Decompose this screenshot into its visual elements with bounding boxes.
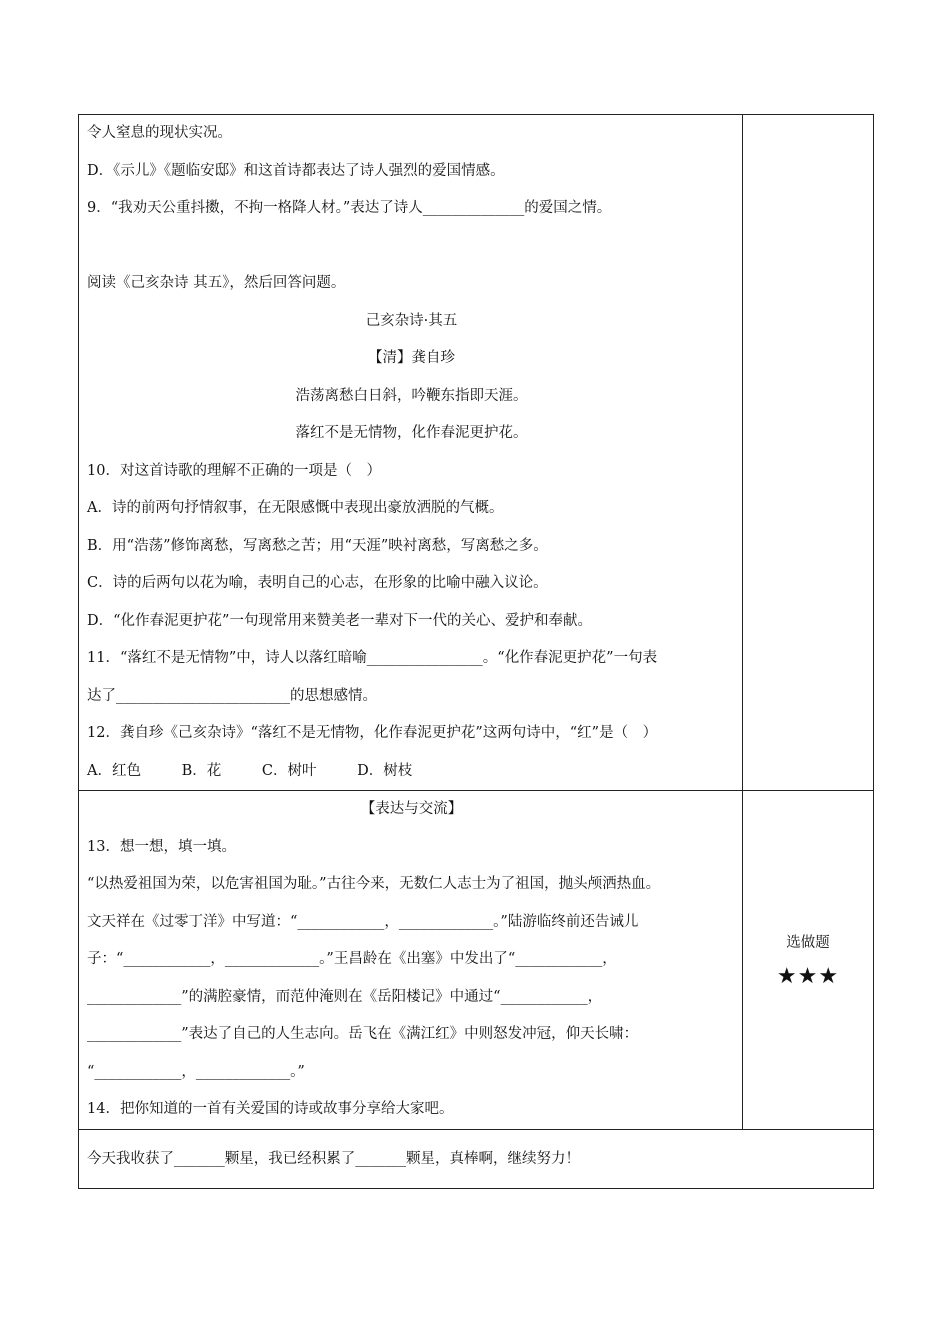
poem-author: 【清】龚自珍 <box>368 350 455 366</box>
question-12-options <box>87 753 736 791</box>
text-line: 文天祥在《过零丁洋》中写道：“____________，_____________。”陆游临终前还告诫儿 <box>87 913 639 930</box>
question-14: 14．把你知道的一首有关爱国的诗或故事分享给大家吧。 <box>87 1101 454 1117</box>
worksheet-table <box>78 114 874 1189</box>
footer-text: 今天我收获了_______颗星，我已经积累了_______颗星，真棒啊，继续努力！ <box>87 1150 580 1167</box>
text-line: “____________，_____________。” <box>87 1063 305 1080</box>
footer-row <box>78 1130 874 1189</box>
expression-section-content <box>79 791 743 1129</box>
star-rating-icon: ★★★ <box>776 963 840 989</box>
question-10-option-a: A．诗的前两句抒情叙事，在无限感慨中表现出豪放洒脱的气概。 <box>87 500 504 516</box>
option-b: B．花 <box>181 762 222 779</box>
question-10-option-c: C．诗的后两句以花为喻，表明自己的心志，在形象的比喻中融入议论。 <box>87 575 548 591</box>
text-line: _____________”表达了自己的人生志向。岳飞在《满江红》中则怒发冲冠，仰天长啸： <box>87 1026 639 1042</box>
question-10-option-b: B．用“浩荡”修饰离愁，写离愁之苦；用“天涯”映衬离愁，写离愁之多。 <box>87 537 548 554</box>
expression-section-row <box>78 791 874 1130</box>
optional-label: 选做题 <box>786 934 830 951</box>
optional-label-cell <box>743 791 873 1129</box>
text-line: 子：“____________，_____________。”王昌龄在《出塞》中发出了“____________， <box>87 951 617 967</box>
text-line: “以热爱祖国为荣，以危害祖国为耻。”古往今来，无数仁人志士为了祖国，抛头颅洒热血。 <box>87 876 661 892</box>
poem-verse: 浩荡离愁白日斜，吟鞭东指即天涯。 <box>295 387 528 404</box>
reading-intro: 阅读《己亥杂诗 其五》，然后回答问题。 <box>87 275 346 291</box>
question-13: 13．想一想，填一填。 <box>87 838 236 855</box>
question-12: 12．龚自珍《己亥杂诗》“落红不是无情物，化作春泥更护花”这两句诗中，“红”是（ ） <box>87 725 658 741</box>
reading-section-row <box>78 114 874 791</box>
section-heading: 【表达与交流】 <box>360 801 463 817</box>
text-line: _____________”的满腔豪情，而范仲淹则在《岳阳楼记》中通过“____________， <box>87 988 603 1005</box>
option-c: C．树叶 <box>261 762 317 779</box>
text-line: 令人窒息的现状实况。 <box>87 125 232 141</box>
question-11: 11．“落红不是无情物”中，诗人以落红暗喻________________。“化作春泥更护花”一句表 <box>87 650 658 666</box>
question-10-option-d: D．“化作春泥更护花”一句现常用来赞美老一辈对下一代的关心、爱护和奉献。 <box>87 612 592 629</box>
reading-section-content <box>79 115 743 790</box>
spacer <box>87 228 736 266</box>
reading-section-side <box>743 115 873 790</box>
question-11-cont: 达了________________________的思想感情。 <box>87 687 377 704</box>
poem-title: 己亥杂诗·其五 <box>365 312 458 329</box>
option-a: A．红色 <box>87 762 141 779</box>
question-9: 9．“我劝天公重抖擞，不拘一格降人材。”表达了诗人______________的爱国之情。 <box>87 200 612 216</box>
poem-verse: 落红不是无情物，化作春泥更护花。 <box>295 425 528 441</box>
option-d: D．树枝 <box>357 762 413 779</box>
option-d-line: D．《示儿》《题临安邸》和这首诗都表达了诗人强烈的爱国情感。 <box>87 162 505 179</box>
question-10: 10．对这首诗歌的理解不正确的一项是（ ） <box>87 462 381 479</box>
